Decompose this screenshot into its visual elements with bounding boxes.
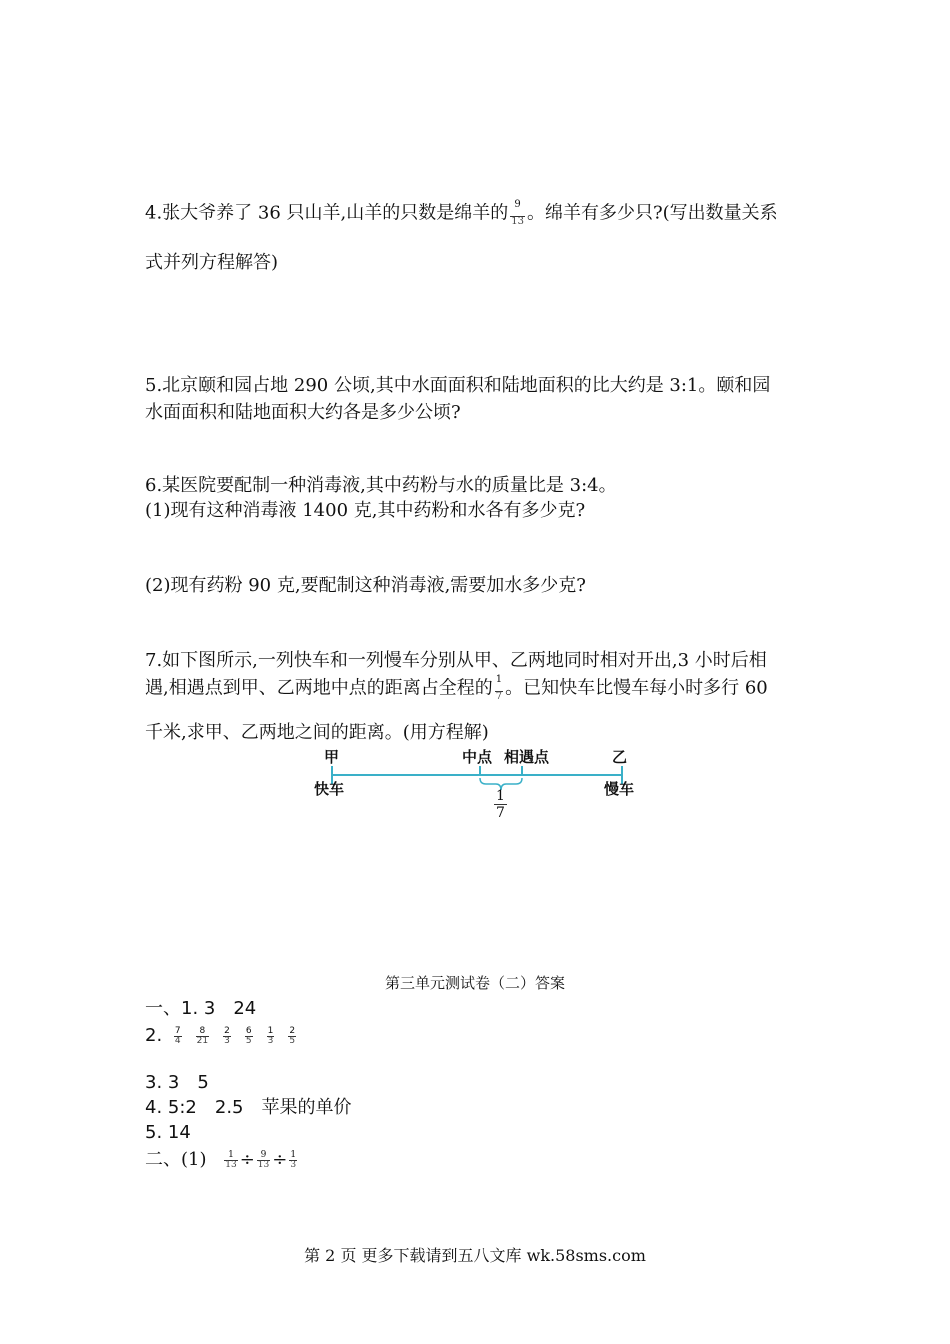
label-slow-train: 慢车	[604, 780, 635, 798]
label-meet-point: 相遇点	[504, 748, 550, 766]
q6-sub2: (2)现有药粉 90 克,要配制这种消毒液,需要加水多少克?	[145, 575, 586, 596]
q7-line1: 7.如下图所示,一列快车和一列慢车分别从甲、乙两地同时相对开出,3 小时后相	[145, 650, 767, 671]
q7-line3: 千米,求甲、乙两地之间的距离。(用方程解)	[145, 722, 489, 743]
brace-fraction: 1 7	[496, 788, 505, 821]
answer-b1-fraction-1: $\frac{1}{13}$	[225, 1149, 237, 1170]
answer-2-fractions	[168, 1025, 298, 1046]
label-jia: 甲	[324, 748, 340, 766]
q4-line2: 式并列方程解答)	[145, 252, 279, 273]
distance-diagram	[300, 740, 660, 830]
answer-2-fraction: $\frac{2}{3}$	[224, 1025, 230, 1046]
answer-3: 3. 3 5	[145, 1072, 209, 1093]
page-footer: 第 2 页 更多下载请到五八文库 wk.58sms.com	[304, 1246, 646, 1265]
answers-title: 第三单元测试卷（二）答案	[384, 974, 565, 992]
q4-line1: 4.张大爷养了 36 只山羊,山羊的只数是绵羊的 $\frac{9}{13}$ 。绵羊有多少只?(写出数量关系	[145, 199, 778, 227]
q5-line1: 5.北京颐和园占地 290 公顷,其中水面面积和陆地面积的比大约是 3:1。颐和园	[145, 375, 771, 396]
answer-2-fraction: $\frac{6}{5}$	[245, 1025, 252, 1046]
answer-2-fraction: $\frac{7}{4}$	[174, 1025, 181, 1046]
q4-fraction: $\frac{9}{13}$	[511, 199, 524, 227]
answer-b1-fraction-2: $\frac{9}{13}$	[257, 1149, 270, 1170]
answer-5: 5. 14	[145, 1122, 191, 1143]
q7-fraction: $\frac{1}{7}$	[495, 674, 503, 702]
q5-line2: 水面面积和陆地面积大约各是多少公顷?	[145, 402, 461, 423]
answer-4: 4. 5:2 2.5 苹果的单价	[145, 1097, 352, 1118]
q6-sub1: (1)现有这种消毒液 1400 克,其中药粉和水各有多少克?	[145, 500, 586, 521]
answer-part2-1: 二、(1) $\frac{1}{13}$ ÷ $\frac{9}{13}$ ÷ $\frac{1}{3}$	[145, 1149, 297, 1170]
label-midpoint: 中点	[462, 748, 493, 766]
answer-b1-fraction-3: $\frac{1}{3}$	[290, 1149, 297, 1170]
answer-2-fraction: $\frac{8}{21}$	[196, 1025, 209, 1046]
label-yi: 乙	[612, 748, 628, 766]
answer-2-fraction: $\frac{2}{5}$	[289, 1025, 296, 1046]
answer-2-fraction: $\frac{1}{3}$	[267, 1025, 274, 1046]
answer-1: 一、1. 3 24	[145, 998, 257, 1019]
label-fast-train: 快车	[314, 780, 345, 798]
q7-line2: 遇,相遇点到甲、乙两地中点的距离占全程的 $\frac{1}{7}$ 。已知快车比慢车每小时多行 60	[145, 674, 768, 702]
answer-2: 2. $\frac{7}{4}$ $\frac{8}{21}$ $\frac{2}{3}$ $\frac{6}{5}$ $\frac{1}{3}$ $\frac{2}{5}$	[145, 1024, 298, 1048]
q6-line1: 6.某医院要配制一种消毒液,其中药粉与水的质量比是 3:4。	[145, 475, 617, 496]
